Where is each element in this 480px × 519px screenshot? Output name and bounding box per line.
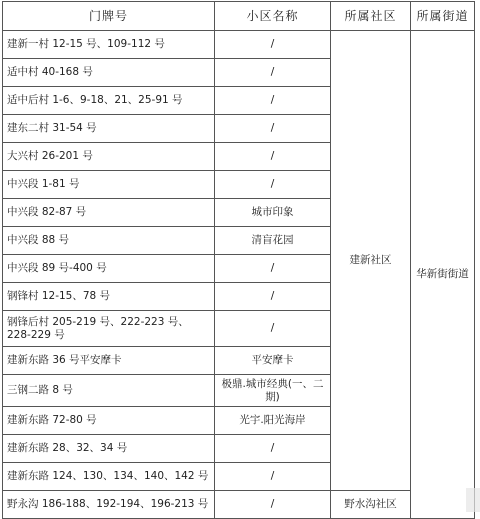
community-name-cell: / [215,143,331,171]
header-door-number: 门牌号 [3,2,215,31]
door-number-cell: 钢锋后村 205-219 号、222-223 号、228-229 号 [3,311,215,347]
door-number-cell: 建新东路 28、32、34 号 [3,435,215,463]
community-name-cell: / [215,435,331,463]
door-number-cell: 适中村 40-168 号 [3,59,215,87]
door-number-cell: 大兴村 26-201 号 [3,143,215,171]
community-cell: 建新社区 [331,31,411,491]
header-community-name: 小区名称 [215,2,331,31]
header-community: 所属社区 [331,2,411,31]
door-number-cell: 建新东路 36 号平安摩卡 [3,347,215,375]
community-name-cell: 极鼎.城市经典(一、二期) [215,375,331,407]
header-street: 所属街道 [411,2,475,31]
community-name-cell: / [215,255,331,283]
community-name-cell: / [215,115,331,143]
door-number-cell: 中兴段 88 号 [3,227,215,255]
community-name-cell: / [215,87,331,115]
edge-watermark [466,488,480,512]
community-name-cell: / [215,491,331,519]
door-number-cell: 建新一村 12-15 号、109-112 号 [3,31,215,59]
door-number-cell: 建东二村 31-54 号 [3,115,215,143]
street-cell: 华新街街道 [411,31,475,519]
community-name-cell: / [215,463,331,491]
community-name-cell: 平安摩卡 [215,347,331,375]
door-number-cell: 钢锋村 12-15、78 号 [3,283,215,311]
table-row [3,491,475,519]
door-number-cell: 中兴段 1-81 号 [3,171,215,199]
door-number-cell: 适中后村 1-6、9-18、21、25-91 号 [3,87,215,115]
door-number-cell: 建新东路 124、130、134、140、142 号 [3,463,215,491]
address-table [2,1,475,519]
door-number-cell: 三钢二路 8 号 [3,375,215,407]
community-name-cell: 清盲花园 [215,227,331,255]
door-number-cell: 中兴段 89 号-400 号 [3,255,215,283]
door-number-cell: 建新东路 72-80 号 [3,407,215,435]
door-number-cell: 野永沟 186-188、192-194、196-213 号 [3,491,215,519]
community-cell: 野水沟社区 [331,491,411,519]
community-name-cell: / [215,31,331,59]
community-name-cell: / [215,283,331,311]
community-name-cell: 光宇.阳光海岸 [215,407,331,435]
header-row [3,2,475,31]
community-name-cell: / [215,311,331,347]
community-name-cell: / [215,59,331,87]
table-row [3,31,475,59]
community-name-cell: / [215,171,331,199]
community-name-cell: 城市印象 [215,199,331,227]
door-number-cell: 中兴段 82-87 号 [3,199,215,227]
